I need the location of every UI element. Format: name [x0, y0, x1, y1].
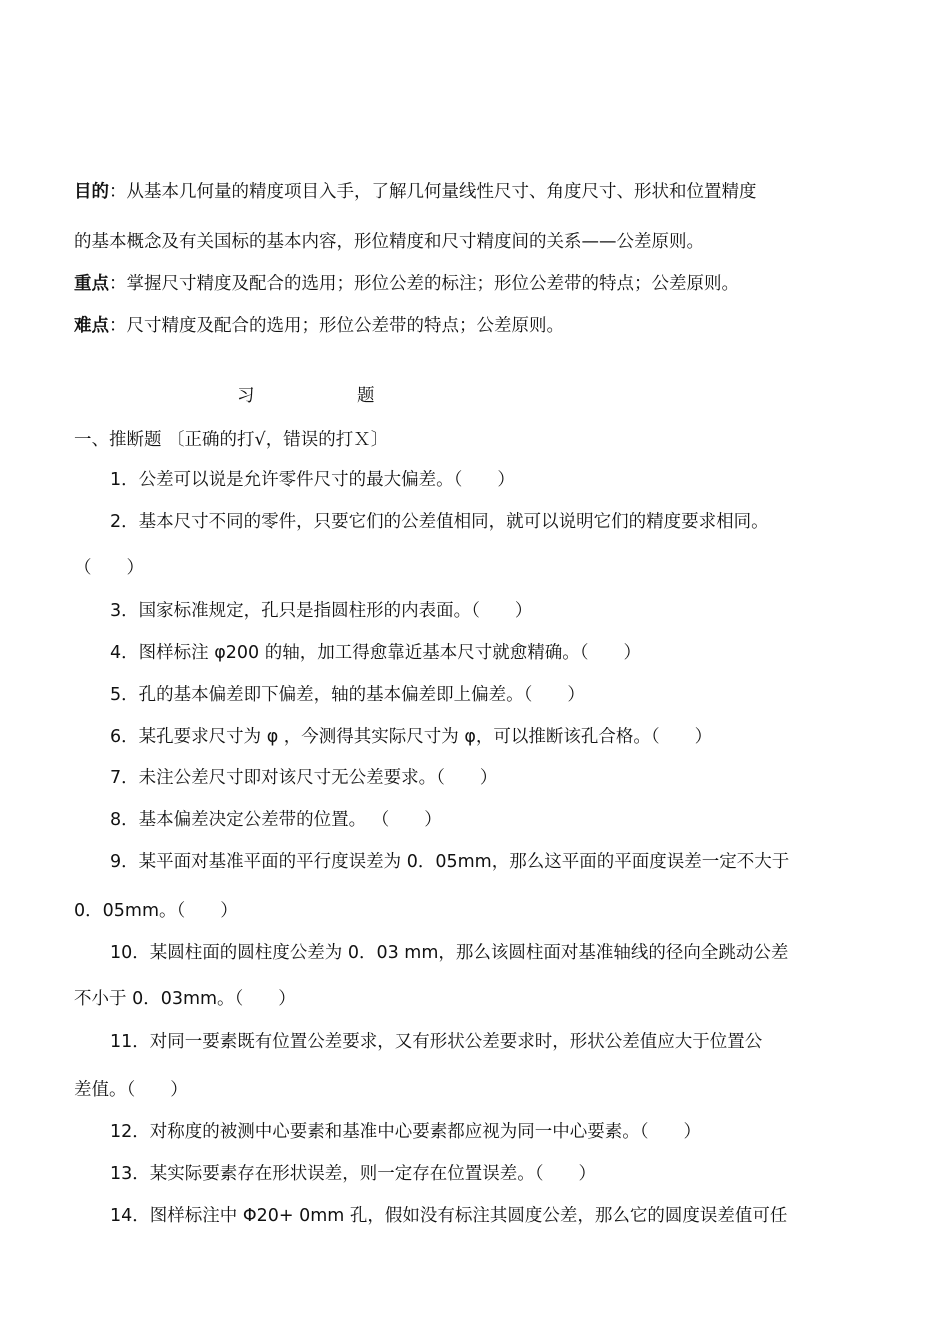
- question-line-6: 6．某孔要求尺寸为 φ ，今测得其实际尺寸为 φ，可以推断该孔合格。（ ）: [110, 727, 713, 747]
- question-line-9: 9．某平面对基准平面的平行度误差为 0．05mm，那么这平面的平面度误差一定不大于: [110, 852, 790, 872]
- question-line-3: 3．国家标准规定，孔只是指圆柱形的内表面。（ ）: [110, 601, 533, 621]
- question-line-14: 14．图样标注中 Φ20+ 0mm 孔，假如没有标注其圆度公差，那么它的圆度误差值可任: [110, 1206, 788, 1226]
- focus-text: ：掌握尺寸精度及配合的选用；形位公差的标注；形位公差带的特点；公差原则。: [109, 274, 739, 294]
- purpose-line-1: [74, 180, 757, 204]
- purpose-text-1: ：从基本几何量的精度项目入手，了解几何量线性尺寸、角度尺寸、形状和位置精度: [109, 182, 757, 202]
- difficulty-line: [74, 314, 564, 338]
- section-heading: 一、推断题 〔正确的打√，错误的打Ｘ〕: [74, 430, 389, 450]
- question-line-9-cont: 0．05mm。（ ）: [74, 901, 238, 921]
- question-line-10: 10．某圆柱面的圆柱度公差为 0．03 mm，那么该圆柱面对基准轴线的径向全跳动公差: [110, 943, 789, 963]
- question-line-1: 1．公差可以说是允许零件尺寸的最大偏差。（ ）: [110, 470, 515, 490]
- question-line-4: 4．图样标注 φ200 的轴，加工得愈靠近基本尺寸就愈精确。（ ）: [110, 643, 641, 663]
- question-line-13: 13．某实际要素存在形状误差，则一定存在位置误差。（ ）: [110, 1164, 597, 1184]
- difficulty-text: ：尺寸精度及配合的选用；形位公差带的特点；公差原则。: [109, 316, 564, 336]
- question-line-2-cont: （ ）: [74, 558, 144, 578]
- difficulty-label: 难点: [74, 316, 109, 336]
- exercise-title-char-2: 题: [357, 386, 375, 406]
- question-line-11-cont: 差值。（ ）: [74, 1080, 188, 1100]
- question-line-10-cont: 不小于 0．03mm。（ ）: [74, 989, 296, 1009]
- question-line-8: 8．基本偏差决定公差带的位置。 （ ）: [110, 810, 442, 830]
- question-line-5: 5．孔的基本偏差即下偏差，轴的基本偏差即上偏差。（ ）: [110, 685, 585, 705]
- exercise-title-char-1: 习: [237, 386, 255, 406]
- focus-label: 重点: [74, 274, 109, 294]
- question-line-2: 2．基本尺寸不同的零件，只要它们的公差值相同，就可以说明它们的精度要求相同。: [110, 512, 769, 532]
- question-line-12: 12．对称度的被测中心要素和基准中心要素都应视为同一中心要素。（ ）: [110, 1122, 702, 1142]
- purpose-line-2: 的基本概念及有关国标的基本内容，形位精度和尺寸精度间的关系——公差原则。: [74, 232, 704, 252]
- focus-line: [74, 272, 739, 296]
- purpose-label: 目的: [74, 182, 109, 202]
- question-line-11: 11．对同一要素既有位置公差要求，又有形状公差要求时，形状公差值应大于位置公: [110, 1032, 763, 1052]
- question-line-7: 7．未注公差尺寸即对该尺寸无公差要求。（ ）: [110, 768, 498, 788]
